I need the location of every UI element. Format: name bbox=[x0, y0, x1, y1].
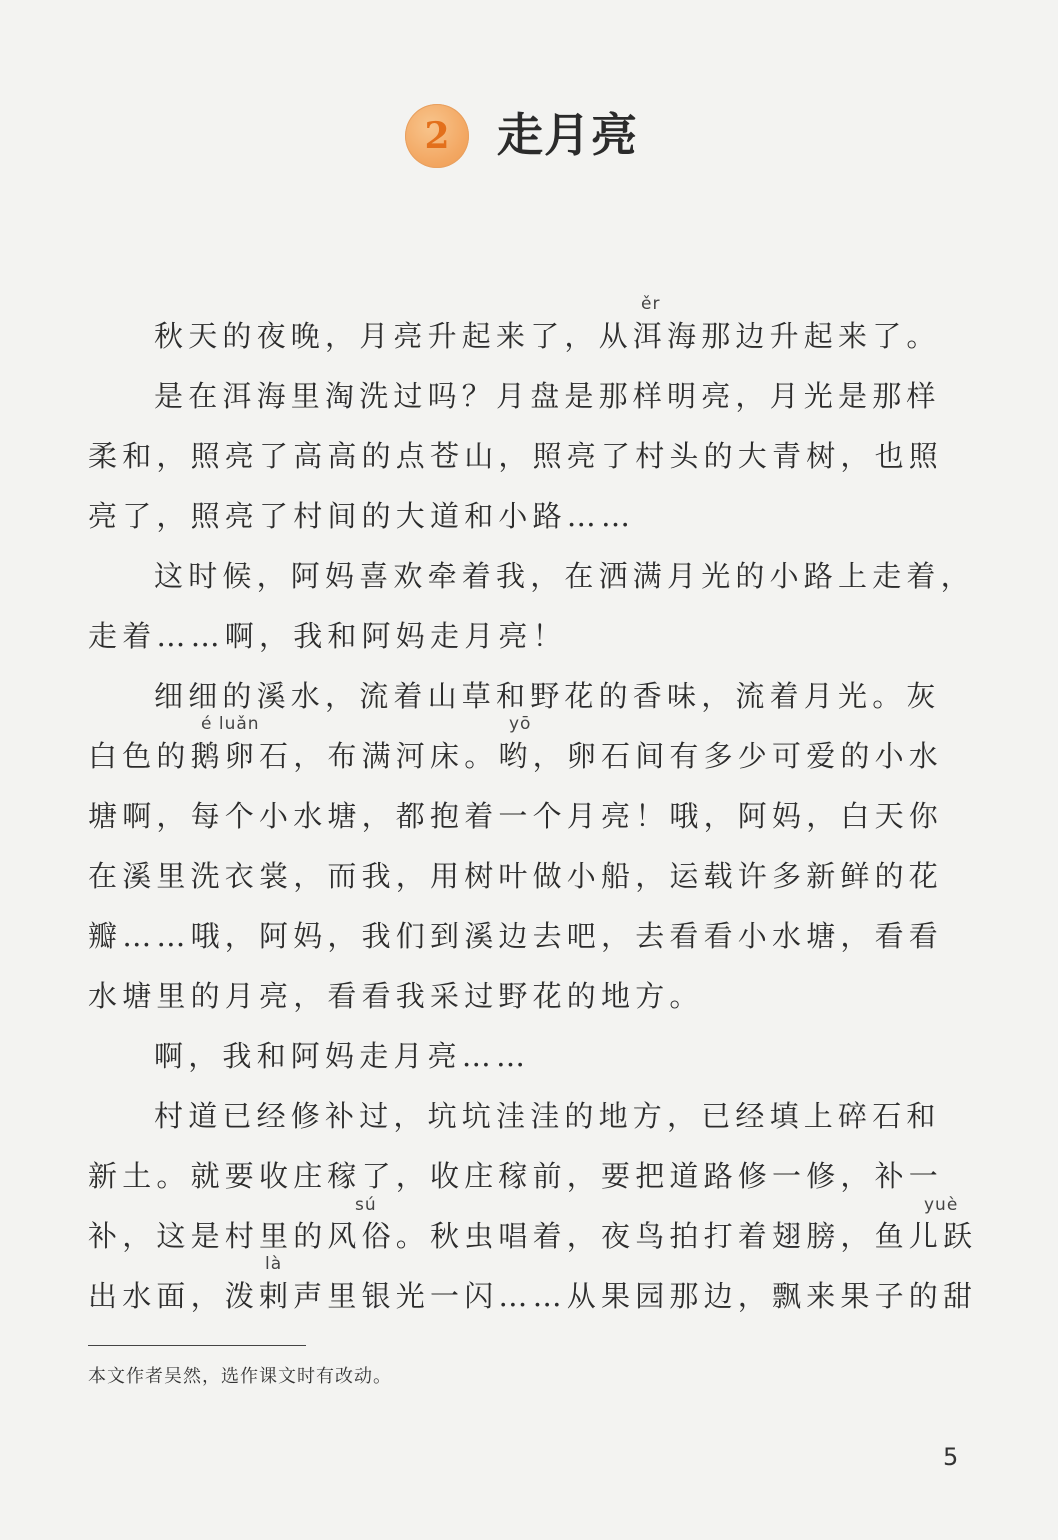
text-line: 走着……啊，我和阿妈走月亮！ bbox=[88, 619, 567, 653]
footnote: 本文作者吴然，选作课文时有改动。 bbox=[88, 1366, 392, 1387]
lesson-number-badge bbox=[405, 104, 469, 168]
text-line: 塘啊，每个小水塘，都抱着一个月亮！哦，阿妈，白天你 bbox=[88, 799, 944, 833]
pinyin-yo: yō bbox=[509, 714, 532, 734]
text-line: 啊，我和阿妈走月亮…… bbox=[154, 1039, 531, 1073]
text-line: 瓣……哦，阿妈，我们到溪边去吧，去看看小水塘，看看 bbox=[88, 919, 944, 953]
lesson-number: 2 bbox=[424, 115, 450, 157]
text-line: 出水面，泼剌声里银光一闪……从果园那边，飘来果子的甜 bbox=[88, 1279, 978, 1313]
text-line: 新土。就要收庄稼了，收庄稼前，要把道路修一修，补一 bbox=[88, 1159, 944, 1193]
text-line: 在溪里洗衣裳，而我，用树叶做小船，运载许多新鲜的花 bbox=[88, 859, 944, 893]
text-line: 补，这是村里的风俗。秋虫唱着，夜鸟拍打着翅膀，鱼儿跃 bbox=[88, 1219, 978, 1253]
text-line: 白色的鹅卵石，布满河床。哟，卵石间有多少可爱的小水 bbox=[88, 739, 944, 773]
pinyin-er: ěr bbox=[641, 294, 661, 314]
text-line: 秋天的夜晚，月亮升起来了，从洱海那边升起来了。 bbox=[154, 319, 941, 353]
text-line: 细细的溪水，流着山草和野花的香味，流着月光。灰 bbox=[154, 679, 941, 713]
pinyin-la: là bbox=[265, 1254, 283, 1274]
pinyin-yue: yuè bbox=[924, 1195, 959, 1215]
text-line: 这时候，阿妈喜欢牵着我，在洒满月光的小路上走着， bbox=[154, 559, 975, 593]
text-line: 村道已经修补过，坑坑洼洼的地方，已经填上碎石和 bbox=[154, 1099, 941, 1133]
text-line: 柔和，照亮了高高的点苍山，照亮了村头的大青树，也照 bbox=[88, 439, 944, 473]
text-line: 亮了，照亮了村间的大道和小路…… bbox=[88, 499, 636, 533]
lesson-title: 走月亮 bbox=[497, 108, 638, 162]
text-line: 是在洱海里淘洗过吗？月盘是那样明亮，月光是那样 bbox=[154, 379, 941, 413]
footnote-divider bbox=[88, 1345, 306, 1346]
pinyin-su: sú bbox=[355, 1195, 377, 1215]
pinyin-e-luan: é luǎn bbox=[201, 714, 260, 734]
page-number: 5 bbox=[943, 1443, 959, 1471]
text-line: 水塘里的月亮，看看我采过野花的地方。 bbox=[88, 979, 704, 1013]
